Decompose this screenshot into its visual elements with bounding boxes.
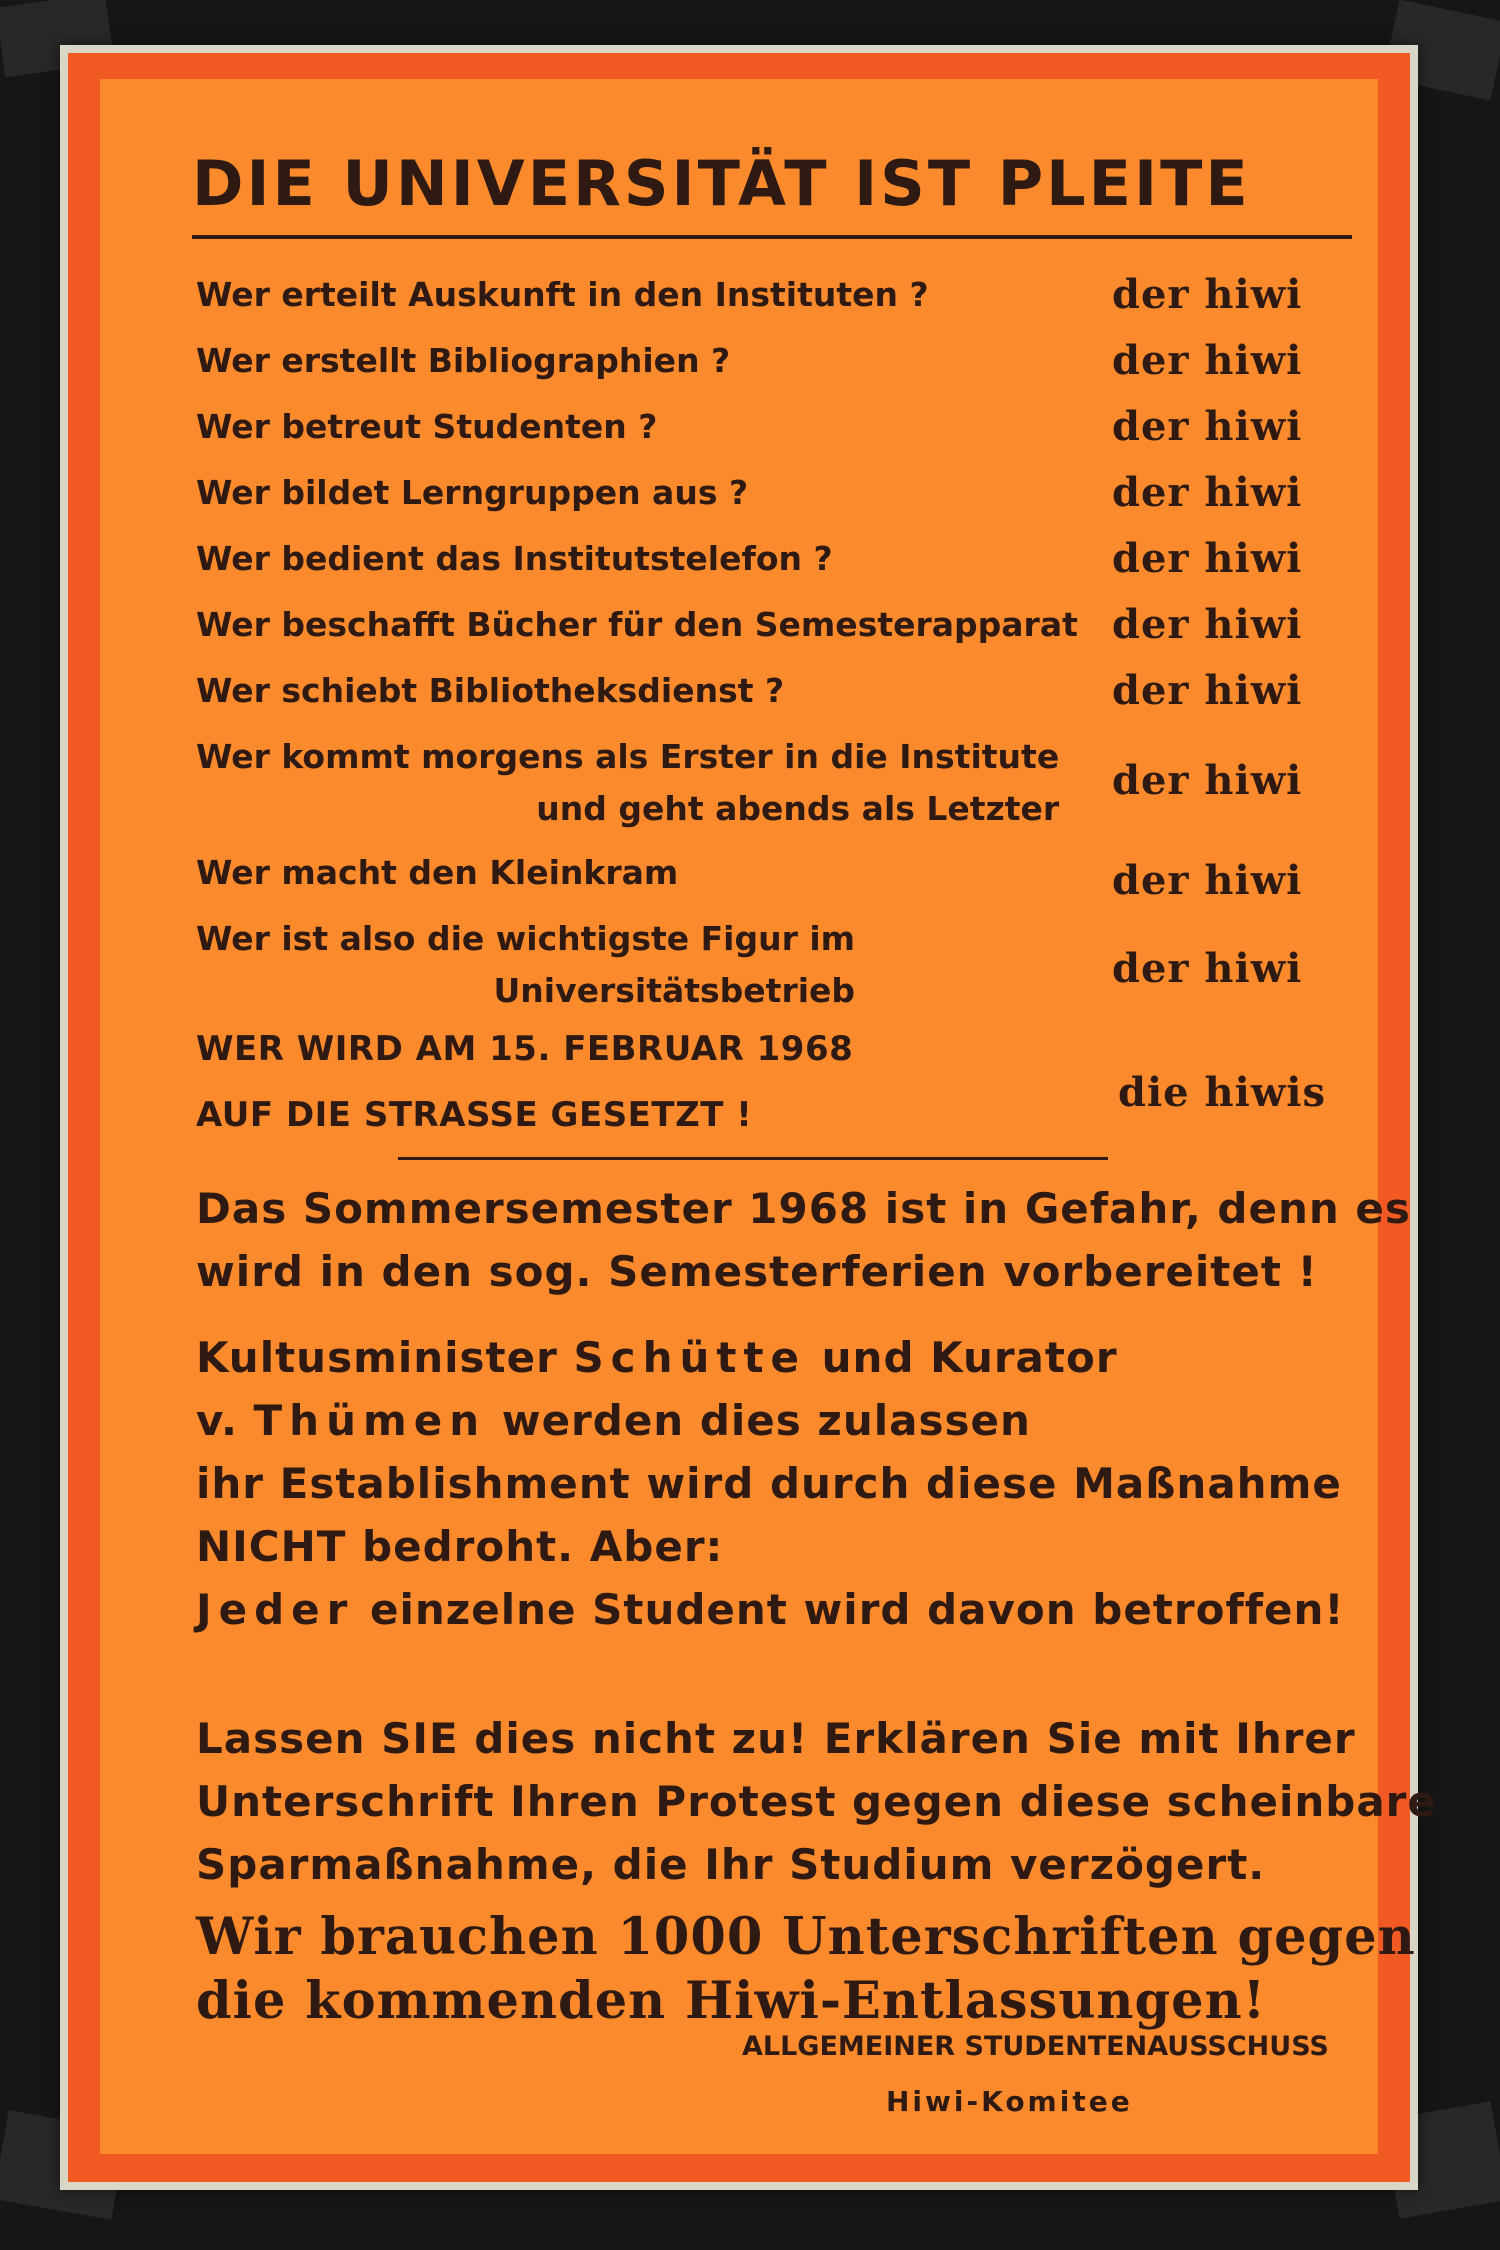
text-kultusminister: Kultusminister <box>196 1333 574 1382</box>
question-6: Wer beschafft Bücher für den Semesterapparat <box>196 605 1078 644</box>
paragraph-1 <box>196 1177 1411 1303</box>
paragraph-3 <box>196 1707 1437 1896</box>
paragraph-3-line3: Sparmaßnahme, die Ihr Studium verzögert. <box>196 1840 1266 1889</box>
question-10 <box>196 913 855 1017</box>
question-9: Wer macht den Kleinkram <box>196 853 679 892</box>
question-8 <box>196 731 1059 835</box>
question-1: Wer erteilt Auskunft in den Instituten ? <box>196 275 929 314</box>
question-8-line2: und geht abends als Letzter <box>536 789 1060 828</box>
text-werden-zulassen: werden dies zulassen <box>486 1396 1031 1445</box>
question-2: Wer erstellt Bibliographien ? <box>196 341 731 380</box>
question-10-line2: Universitätsbetrieb <box>493 971 856 1010</box>
answer-6: der hiwi <box>1112 601 1303 648</box>
paragraph-3-line2: Unterschrift Ihren Protest gegen diese scheinbare <box>196 1777 1437 1826</box>
title-underline <box>192 235 1352 239</box>
poster <box>60 45 1437 2190</box>
answer-7: der hiwi <box>1112 667 1303 714</box>
answer-9: der hiwi <box>1112 857 1303 904</box>
callout-line1: Wir brauchen 1000 Unterschriften gegen <box>196 1907 1416 1967</box>
question-8-line1: Wer kommt morgens als Erster in die Institute <box>196 737 1060 776</box>
question-7: Wer schiebt Bibliotheksdienst ? <box>196 671 785 710</box>
final-question-line1: WER WIRD AM 15. FEBRUAR 1968 <box>196 1029 854 1069</box>
paragraph-2 <box>196 1326 1345 1641</box>
paragraph-1-line1: Das Sommersemester 1968 ist in Gefahr, denn es <box>196 1184 1411 1233</box>
answer-3: der hiwi <box>1112 403 1303 450</box>
callout <box>196 1905 1416 2033</box>
poster-title: DIE UNIVERSITÄT IST PLEITE <box>192 147 1251 220</box>
paragraph-2-line4: NICHT bedroht. Aber: <box>196 1522 724 1571</box>
paragraph-2-line1 <box>196 1326 1345 1389</box>
poster-border <box>68 53 1437 2182</box>
text-jeder: Jeder <box>196 1585 355 1634</box>
poster-panel <box>100 79 1437 2154</box>
section-divider <box>398 1157 1108 1160</box>
paragraph-2-line5 <box>196 1578 1345 1641</box>
signature-org: ALLGEMEINER STUDENTENAUSSCHUSS <box>742 2031 1329 2062</box>
answer-2: der hiwi <box>1112 337 1303 384</box>
callout-line2: die kommenden Hiwi-Entlassungen! <box>196 1971 1267 2031</box>
question-5: Wer bedient das Institutstelefon ? <box>196 539 833 578</box>
answer-10: der hiwi <box>1112 945 1303 992</box>
paragraph-2-line2 <box>196 1389 1345 1452</box>
answer-4: der hiwi <box>1112 469 1303 516</box>
final-question-line2: AUF DIE STRASSE GESETZT ! <box>196 1095 753 1135</box>
answer-5: der hiwi <box>1112 535 1303 582</box>
paragraph-1-line2: wird in den sog. Semesterferien vorbereitet ! <box>196 1247 1318 1296</box>
answer-8: der hiwi <box>1112 757 1303 804</box>
name-schuette: Schütte <box>573 1333 807 1382</box>
final-answer: die hiwis <box>1118 1069 1326 1116</box>
paragraph-2-line3: ihr Establishment wird durch diese Maßnahme <box>196 1459 1342 1508</box>
question-3: Wer betreut Studenten ? <box>196 407 658 446</box>
question-4: Wer bildet Lerngruppen aus ? <box>196 473 749 512</box>
question-10-line1: Wer ist also die wichtigste Figur im <box>196 919 856 958</box>
name-thuemen: Thümen <box>253 1396 487 1445</box>
text-und-kurator: und Kurator <box>806 1333 1118 1382</box>
paragraph-3-line1: Lassen SIE dies nicht zu! Erklären Sie mit Ihrer <box>196 1714 1356 1763</box>
text-einzelne-student: einzelne Student wird davon betroffen! <box>354 1585 1345 1634</box>
answer-1: der hiwi <box>1112 271 1303 318</box>
text-v: v. <box>196 1396 254 1445</box>
signature-committee: Hiwi-Komitee <box>886 2085 1133 2118</box>
